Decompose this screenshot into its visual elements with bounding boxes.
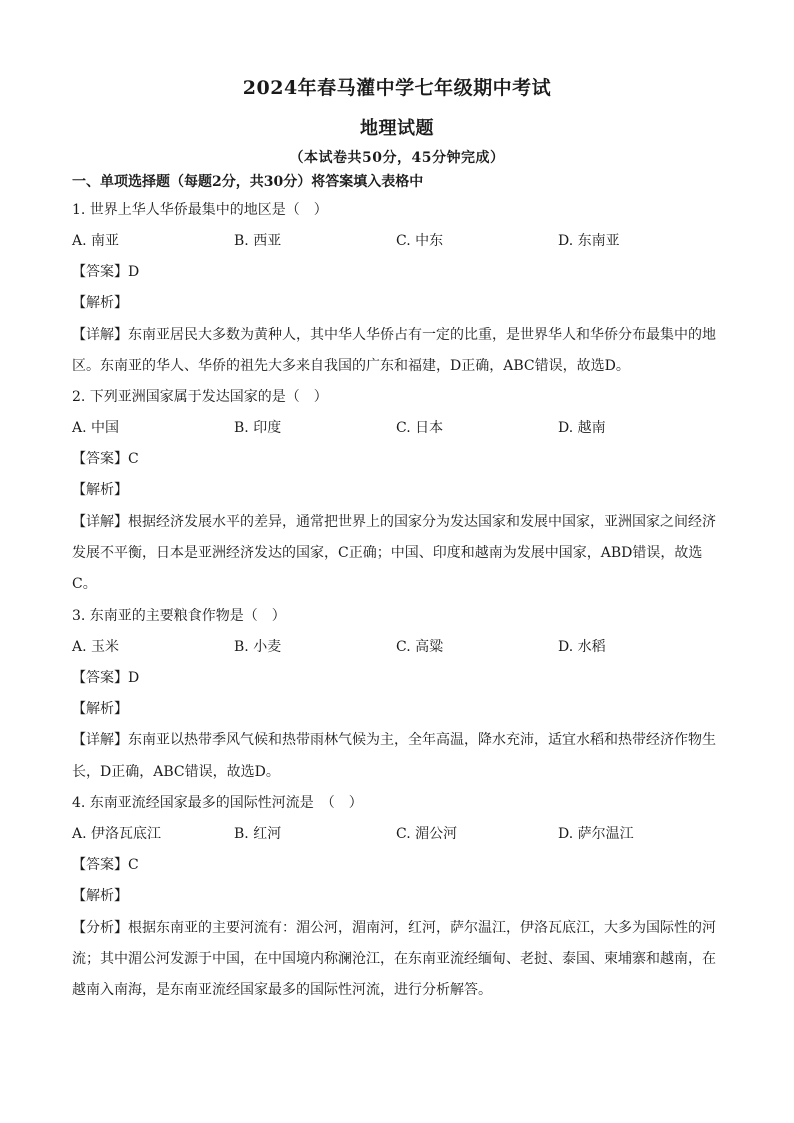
question-4-detail-line-2: 流；其中湄公河发源于中国，在中国境内称澜沧江，在东南亚流经缅甸、老挝、泰国、柬埔寨和越南，在 bbox=[72, 951, 716, 967]
section-heading: 一、单项选择题（每题2分，共30分）将答案填入表格中 bbox=[72, 174, 424, 190]
question-3-detail-line-2: 长，D正确，ABC错误，故选D。 bbox=[72, 764, 280, 780]
question-4-answer: 【答案】C bbox=[72, 857, 139, 873]
question-1-option-c: C. 中东 bbox=[396, 233, 444, 249]
question-3-stem: 3. 东南亚的主要粮食作物是（ ） bbox=[72, 608, 286, 624]
question-2-option-b: B. 印度 bbox=[234, 420, 282, 436]
question-4-detail-line-3: 越南入南海，是东南亚流经国家最多的国际性河流，进行分析解答。 bbox=[72, 982, 492, 998]
question-1-option-b: B. 西亚 bbox=[234, 233, 282, 249]
subject-title: 地理试题 bbox=[360, 118, 434, 139]
question-2-option-d: D. 越南 bbox=[558, 420, 606, 436]
question-4-stem: 4. 东南亚流经国家最多的国际性河流是 （ ） bbox=[72, 795, 363, 811]
question-4-option-a: A. 伊洛瓦底江 bbox=[72, 826, 162, 842]
question-1-stem: 1. 世界上华人华侨最集中的地区是（ ） bbox=[72, 202, 328, 218]
question-4-option-c: C. 湄公河 bbox=[396, 826, 458, 842]
exam-note: （本试卷共50分，45分钟完成） bbox=[289, 150, 505, 166]
question-2-stem: 2. 下列亚洲国家属于发达国家的是（ ） bbox=[72, 389, 328, 405]
question-3-option-b: B. 小麦 bbox=[234, 639, 282, 655]
exam-title: 2024年春马灌中学七年级期中考试 bbox=[242, 77, 552, 99]
question-2-detail-line-2: 发展不平衡，日本是亚洲经济发达的国家，C正确；中国、印度和越南为发展中国家，ABD错误，故选 bbox=[72, 545, 703, 561]
question-1-detail-line-1: 【详解】东南亚居民大多数为黄种人，其中华人华侨占有一定的比重，是世界华人和华侨分布最集中的地 bbox=[72, 327, 716, 343]
question-4-option-d: D. 萨尔温江 bbox=[558, 826, 634, 842]
question-1-answer: 【答案】D bbox=[72, 264, 140, 280]
question-3-option-d: D. 水稻 bbox=[558, 639, 606, 655]
question-4-option-b: B. 红河 bbox=[234, 826, 282, 842]
question-3-option-c: C. 高粱 bbox=[396, 639, 444, 655]
question-3-option-a: A. 玉米 bbox=[72, 639, 120, 655]
question-2-detail-line-1: 【详解】根据经济发展水平的差异，通常把世界上的国家分为发达国家和发展中国家，亚洲国家之间经济 bbox=[72, 514, 716, 530]
question-2-analysis-label: 【解析】 bbox=[72, 482, 128, 498]
question-3-analysis-label: 【解析】 bbox=[72, 701, 128, 717]
question-1-option-a: A. 南亚 bbox=[72, 233, 120, 249]
question-4-analysis-label: 【解析】 bbox=[72, 888, 128, 904]
question-3-answer: 【答案】D bbox=[72, 670, 140, 686]
question-2-option-c: C. 日本 bbox=[396, 420, 444, 436]
question-2-option-a: A. 中国 bbox=[72, 420, 120, 436]
question-2-answer: 【答案】C bbox=[72, 451, 139, 467]
question-2-detail-line-3: C。 bbox=[72, 576, 97, 592]
question-1-detail-line-2: 区。东南亚的华人、华侨的祖先大多来自我国的广东和福建，D正确，ABC错误，故选D。 bbox=[72, 358, 630, 374]
question-1-analysis-label: 【解析】 bbox=[72, 295, 128, 311]
question-4-detail-line-1: 【分析】根据东南亚的主要河流有：湄公河，湄南河，红河，萨尔温江，伊洛瓦底江，大多为国际性的河 bbox=[72, 920, 716, 936]
question-3-detail-line-1: 【详解】东南亚以热带季风气候和热带雨林气候为主，全年高温，降水充沛，适宜水稻和热带经济作物生 bbox=[72, 732, 716, 748]
question-1-option-d: D. 东南亚 bbox=[558, 233, 620, 249]
